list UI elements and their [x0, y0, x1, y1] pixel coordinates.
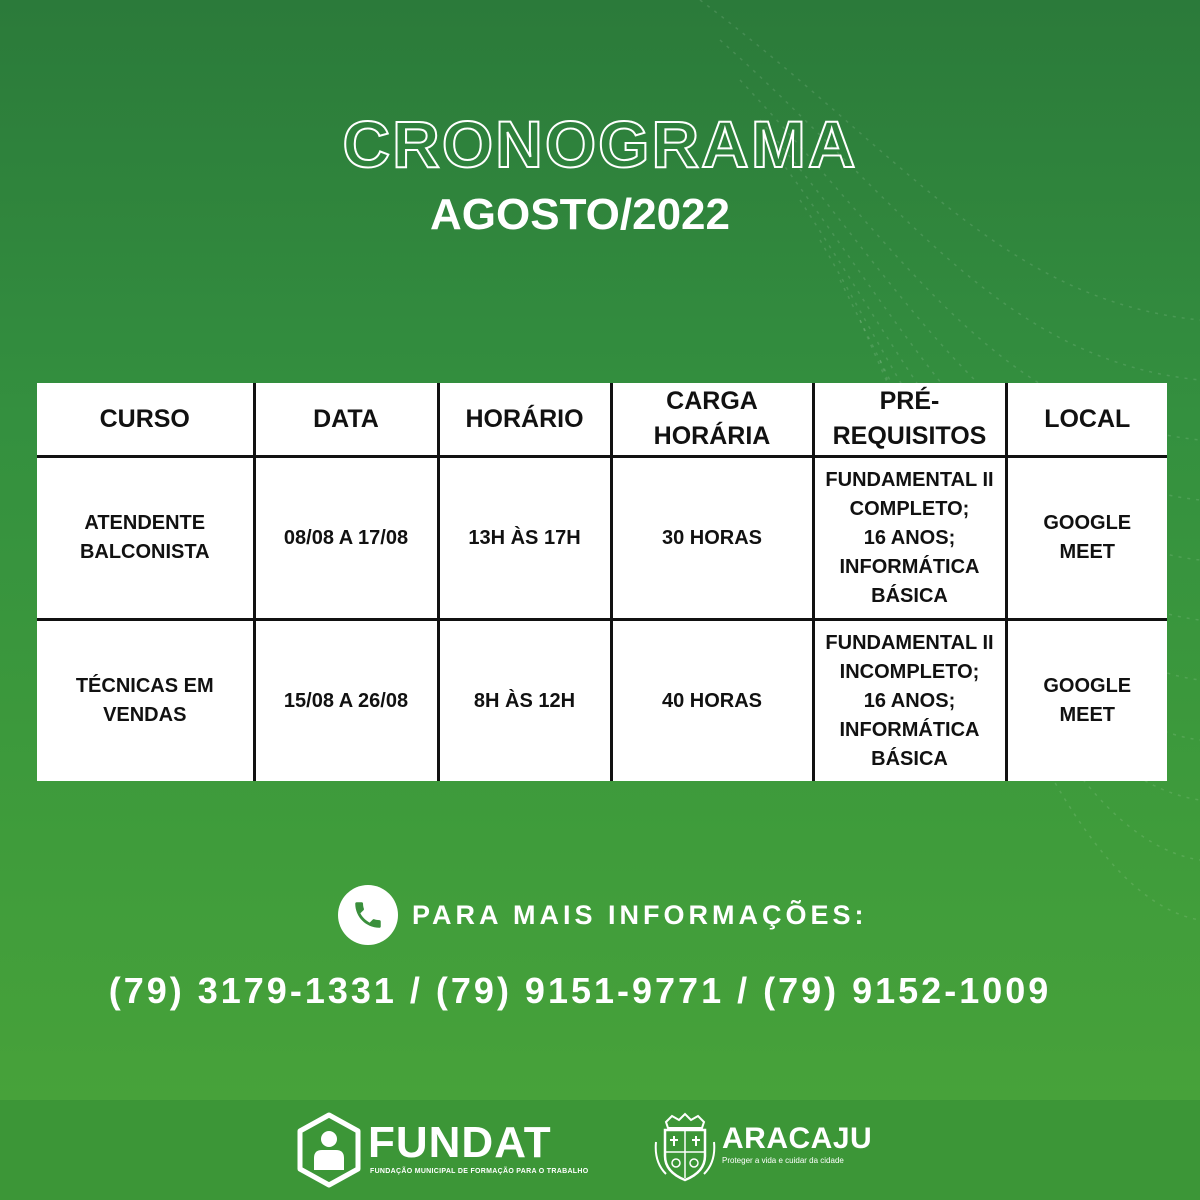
- schedule-table: [37, 383, 1167, 781]
- local-line2: MEET: [1059, 541, 1116, 563]
- header-pre-requisitos: [813, 383, 1006, 457]
- local-line1: GOOGLE: [1043, 675, 1132, 697]
- info-line: [338, 885, 868, 945]
- curso-line1: TÉCNICAS EM: [75, 675, 214, 697]
- header-carga-horaria: [611, 383, 813, 457]
- header-curso: CURSO: [37, 383, 254, 457]
- cell-pre-requisitos: [813, 620, 1006, 782]
- pre-line1: FUNDAMENTAL II: [825, 631, 994, 654]
- footer: [0, 1100, 1200, 1200]
- header-data: DATA: [254, 383, 438, 457]
- local-line2: MEET: [1059, 704, 1116, 726]
- cell-carga: 30 HORAS: [611, 457, 813, 620]
- aracaju-name: ARACAJU: [722, 1122, 873, 1155]
- fundat-logo-icon: [296, 1112, 362, 1188]
- header-horario: HORÁRIO: [438, 383, 611, 457]
- curso-line1: ATENDENTE: [84, 512, 206, 534]
- phone-icon: [338, 885, 398, 945]
- header-carga-line2: HORÁRIA: [653, 422, 771, 450]
- local-line1: GOOGLE: [1043, 512, 1132, 534]
- info-label: PARA MAIS INFORMAÇÕES:: [412, 899, 868, 930]
- phone-numbers: (79) 3179-1331 / (79) 9151-9771 / (79) 9152-1009: [108, 970, 1052, 1011]
- pre-line4: INFORMÁTICA: [839, 555, 980, 578]
- header-local: LOCAL: [1006, 383, 1167, 457]
- cell-data: 08/08 A 17/08: [254, 457, 438, 620]
- pre-line5: BÁSICA: [871, 747, 948, 770]
- header-pre-line2: REQUISITOS: [832, 422, 987, 450]
- cell-pre-requisitos: [813, 457, 1006, 620]
- fundat-name: FUNDAT: [368, 1118, 552, 1167]
- table-row: [37, 620, 1167, 782]
- cell-curso: [37, 620, 254, 782]
- cell-local: [1006, 620, 1167, 782]
- pre-line2: COMPLETO;: [849, 497, 970, 520]
- cell-carga: 40 HORAS: [611, 620, 813, 782]
- cell-horario: 8H ÀS 12H: [438, 620, 611, 782]
- cell-horario: 13H ÀS 17H: [438, 457, 611, 620]
- cell-curso: [37, 457, 254, 620]
- header-carga-line1: CARGA: [666, 387, 758, 415]
- page-title: CRONOGRAMA: [342, 107, 858, 181]
- cell-local: [1006, 457, 1167, 620]
- pre-line4: INFORMÁTICA: [839, 718, 980, 741]
- fundat-tagline: FUNDAÇÃO MUNICIPAL DE FORMAÇÃO PARA O TRABALHO: [370, 1168, 589, 1175]
- curso-line2: VENDAS: [103, 704, 187, 726]
- aracaju-tagline: Proteger a vida e cuidar da cidade: [722, 1156, 844, 1165]
- header-pre-line1: PRÉ-: [879, 387, 940, 415]
- aracaju-seal-icon: [652, 1112, 718, 1184]
- pre-line1: FUNDAMENTAL II: [825, 468, 994, 491]
- page-subtitle: AGOSTO/2022: [430, 190, 730, 239]
- table-header-row: [37, 383, 1167, 457]
- pre-line3: 16 ANOS;: [863, 526, 956, 549]
- pre-line5: BÁSICA: [871, 584, 948, 607]
- table-row: [37, 457, 1167, 620]
- pre-line3: 16 ANOS;: [863, 689, 956, 712]
- cell-data: 15/08 A 26/08: [254, 620, 438, 782]
- curso-line2: BALCONISTA: [79, 541, 210, 563]
- pre-line2: INCOMPLETO;: [839, 660, 980, 683]
